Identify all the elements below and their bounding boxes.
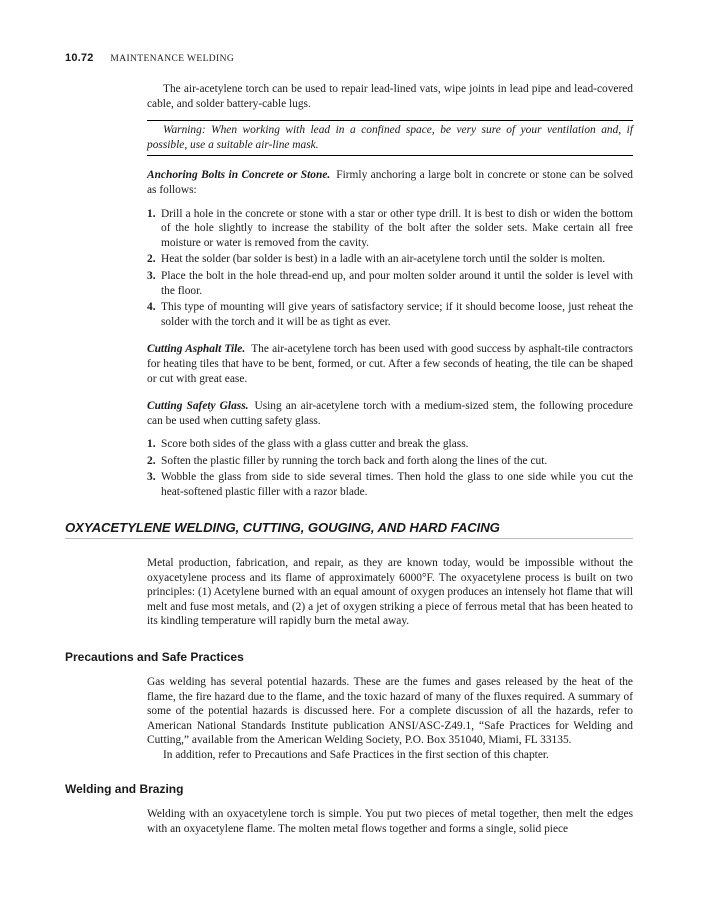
- asphalt-heading: Cutting Asphalt Tile.: [147, 343, 246, 356]
- precautions-title: Precautions and Safe Practices: [65, 650, 244, 664]
- glass-heading: Cutting Safety Glass.: [147, 400, 249, 413]
- anchoring-heading: Anchoring Bolts in Concrete or Stone.: [147, 169, 331, 182]
- precautions-paragraph: Gas welding has several potential hazards. These are the fumes and gases released by the heat of the flame, the fire hazard due to the flame, and the toxic hazard of many of the fluxes required. A summary of some of the potential hazards is discussed here. For a complete discussion of all the hazards, refer to American National Standards Institute publication ANSI/ASC-Z49.1, “Safe Practices for Welding and Cutting,” available from the American Welding Society, P.O. Box 351040, Miami, FL 33135.: [147, 676, 633, 747]
- welding-paragraph: Welding with an oxyacetylene torch is simple. You put two pieces of metal together, then melt the edges with an oxyacetylene flame. The molten metal flows together and forms a single, solid piece: [147, 808, 633, 835]
- list-item: 4. This type of mounting will give years of satisfactory service; if it should become loose, just reheat the solder with the torch and it will be as tight as ever.: [147, 301, 633, 328]
- list-item: 3. Place the bolt in the hole thread-end up, and pour molten solder around it until the solder is level with the floor.: [147, 269, 633, 297]
- list-item: 2. Soften the plastic filler by running the torch back and forth along the lines of the cut.: [147, 454, 548, 467]
- intro-paragraph: The air-acetylene torch can be used to repair lead-lined vats, wipe joints in lead pipe and lead-covered cable, and solder battery-cable lugs.: [147, 83, 633, 110]
- precautions-paragraph-2: In addition, refer to Precautions and Safe Practices in the first section of this chapter.: [163, 748, 549, 761]
- precautions-body: [147, 675, 633, 763]
- glass-steps: [147, 437, 633, 499]
- list-item: 3. Wobble the glass from side to side several times. Then hold the glass to one side while you cut the heat-softened plastic filler with a razor blade.: [147, 471, 633, 499]
- glass-paragraph: [147, 399, 633, 428]
- glass-text: Using an air-acetylene torch with a medium-sized stem, the following procedure can be used when cutting safety glass.: [147, 400, 633, 427]
- asphalt-paragraph: [147, 342, 633, 386]
- section-body: [147, 556, 633, 629]
- top-column: [147, 82, 633, 502]
- page-number: 10.72: [65, 52, 94, 64]
- list-item: 1. Score both sides of the glass with a glass cutter and break the glass.: [147, 438, 469, 451]
- welding-body: [147, 807, 633, 836]
- warning-box: [147, 120, 633, 156]
- list-item: 1. Drill a hole in the concrete or stone with a star or other type drill. It is best to dish or widen the bottom of the hole slightly to increase the stability of the bolt after the solder sets. Make certain all free moisture or water is removed from the cavity.: [147, 207, 633, 249]
- list-item: 2. Heat the solder (bar solder is best) in a ladle with an air-acetylene torch until the solder is molten.: [147, 253, 606, 266]
- section-paragraph: Metal production, fabrication, and repair, as they are known today, would be impossible without the oxyacetylene process and its flame of approximately 6000°F. The oxyacetylene process is built on two principles: (1) Acetylene burned with an equal amount of oxygen produces an intensely hot flame that will melt and fuse most metals, and (2) a jet of oxygen striking a piece of ferrous metal that has been heated to its kindling temperature will rapidly burn the metal away.: [147, 557, 633, 628]
- running-head: MAINTENANCE WELDING: [110, 54, 235, 64]
- running-header: [65, 52, 234, 64]
- asphalt-text: The air-acetylene torch has been used with good success by asphalt-tile contractors for heating tiles that have to be bent, formed, or cut. After a few seconds of heating, the tile can be shaped or cut with great ease.: [147, 343, 633, 385]
- anchoring-paragraph: [147, 168, 633, 197]
- section-title: OXYACETYLENE WELDING, CUTTING, GOUGING, AND HARD FACING: [65, 520, 633, 539]
- warning-text: Warning: When working with lead in a confined space, be very sure of your ventilation and, if possible, use a suitable air-line mask.: [147, 124, 633, 151]
- anchoring-text: Firmly anchoring a large bolt in concrete or stone can be solved as follows:: [147, 169, 633, 196]
- welding-title: Welding and Brazing: [65, 782, 184, 796]
- anchoring-steps: [147, 207, 633, 330]
